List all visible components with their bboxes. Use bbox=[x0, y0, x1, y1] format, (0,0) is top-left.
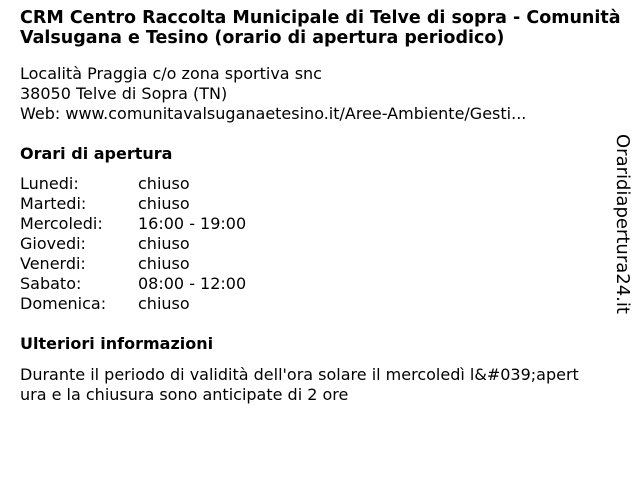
time-value: chiuso bbox=[138, 174, 190, 193]
day-label: Lunedi: bbox=[20, 174, 79, 193]
time-value: 16:00 - 19:00 bbox=[138, 214, 247, 233]
info-text: Durante il periodo di validità dell'ora solare il mercoledì l&#039;apertura e la chiusura sono anticipate di 2 ore bbox=[20, 365, 579, 404]
hours-heading: Orari di apertura bbox=[20, 144, 173, 163]
hours-row-monday bbox=[20, 174, 246, 194]
day-label: Martedi: bbox=[20, 194, 87, 213]
time-value: chiuso bbox=[138, 254, 190, 273]
address-street: Località Praggia c/o zona sportiva snc bbox=[20, 64, 322, 83]
address-city: 38050 Telve di Sopra (TN) bbox=[20, 84, 228, 103]
hours-row-friday bbox=[20, 254, 246, 274]
time-value: chiuso bbox=[138, 294, 190, 313]
hours-row-saturday bbox=[20, 274, 246, 294]
hours-row-sunday bbox=[20, 294, 246, 314]
page-title: CRM Centro Raccolta Municipale di Telve di sopra - Comunità Valsugana e Tesino (orario di apertura periodico) bbox=[20, 8, 621, 48]
day-label: Venerdi: bbox=[20, 254, 86, 273]
time-value: chiuso bbox=[138, 194, 190, 213]
address-block bbox=[20, 64, 590, 124]
website-link[interactable]: Web: www.comunitavalsuganaetesino.it/Aree-Ambiente/Gesti... bbox=[20, 104, 527, 123]
hours-row-thursday bbox=[20, 234, 246, 254]
hours-row-wednesday bbox=[20, 214, 246, 234]
day-label: Domenica: bbox=[20, 294, 107, 313]
hours-table bbox=[20, 174, 246, 314]
hours-row-tuesday bbox=[20, 194, 246, 214]
day-label: Mercoledi: bbox=[20, 214, 103, 233]
day-label: Giovedi: bbox=[20, 234, 86, 253]
watermark: Oraridiapertura24.it bbox=[612, 134, 633, 314]
time-value: 08:00 - 12:00 bbox=[138, 274, 247, 293]
day-label: Sabato: bbox=[20, 274, 82, 293]
info-heading: Ulteriori informazioni bbox=[20, 334, 214, 353]
time-value: chiuso bbox=[138, 234, 190, 253]
